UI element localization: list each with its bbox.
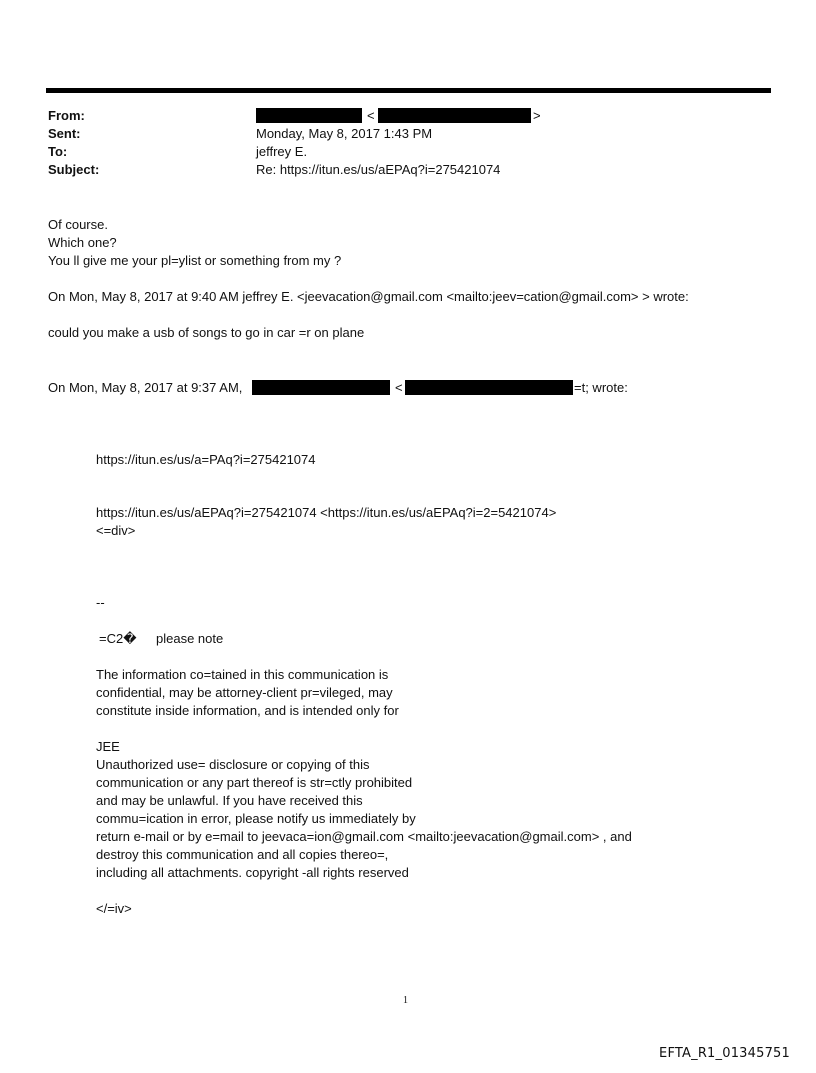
quote1-header: On Mon, May 8, 2017 at 9:40 AM jeffrey E. <jeevacation@gmail.com <mailto:jeev=cation@gmail.com> > wrote: — [48, 289, 689, 304]
body-line: Of course. — [48, 217, 108, 232]
div-close-text: </=iv> — [96, 901, 132, 916]
quote1-text: could you make a usb of songs to go in car =r on plane — [48, 325, 365, 340]
disclaimer-line: commu=ication in error, please notify us immediately by — [96, 811, 416, 826]
body-line: Which one? — [48, 235, 117, 250]
signature-dashes: -- — [96, 595, 105, 610]
sent-label: Sent: — [48, 126, 81, 141]
disclaimer-line: Unauthorized use= disclosure or copying of this — [96, 757, 370, 772]
quote2-prefix: On Mon, May 8, 2017 at 9:37 AM, — [48, 380, 243, 395]
redaction-from-email — [378, 108, 531, 123]
sent-value: Monday, May 8, 2017 1:43 PM — [256, 126, 433, 141]
page-number: 1 — [403, 995, 408, 1006]
disclaimer-line: The information co=tained in this communication is — [96, 667, 389, 682]
to-label: To: — [48, 144, 68, 159]
header-rule — [46, 88, 771, 93]
redaction-from-name — [256, 108, 362, 123]
disclaimer-line: including all attachments. copyright -all rights reserved — [96, 865, 409, 880]
from-gt: > — [533, 108, 541, 123]
link-2[interactable]: https://itun.es/us/aEPAq?i=275421074 <https://itun.es/us/aEPAq?i=2=5421074> — [96, 505, 557, 520]
from-lt: < — [367, 108, 375, 123]
note-text: please note — [156, 631, 224, 646]
disclaimer-line: communication or any part thereof is str=ctly prohibited — [96, 775, 413, 790]
note-prefix: =C2� — [99, 631, 137, 646]
disclaimer-line: and may be unlawful. If you have received this — [96, 793, 363, 808]
disclaimer-line: constitute inside information, and is intended only for — [96, 703, 399, 718]
redaction-quote2-email — [405, 380, 573, 395]
body-line: You ll give me your pl=ylist or something from my ? — [48, 253, 342, 268]
div-open-text: <=div> — [96, 523, 136, 538]
link-1[interactable]: https://itun.es/us/a=PAq?i=275421074 — [96, 452, 316, 467]
disclaimer-line: destroy this communication and all copies thereo=, — [96, 847, 389, 862]
redaction-quote2-name — [252, 380, 390, 395]
disclaimer-line: confidential, may be attorney-client pr=vileged, may — [96, 685, 393, 700]
disclaimer-line: JEE — [96, 739, 120, 754]
bates-number: EFTA_R1_01345751 — [659, 1046, 790, 1061]
disclaimer-line: return e-mail or by e=mail to jeevaca=ion@gmail.com <mailto:jeevacation@gmail.com> , and — [96, 829, 632, 844]
quote2-lt: < — [395, 380, 403, 395]
subject-value: Re: https://itun.es/us/aEPAq?i=275421074 — [256, 162, 501, 177]
quote2-suffix: =t; wrote: — [574, 380, 628, 395]
from-label: From: — [48, 108, 85, 123]
to-value: jeffrey E. — [256, 144, 308, 159]
subject-label: Subject: — [48, 162, 100, 177]
